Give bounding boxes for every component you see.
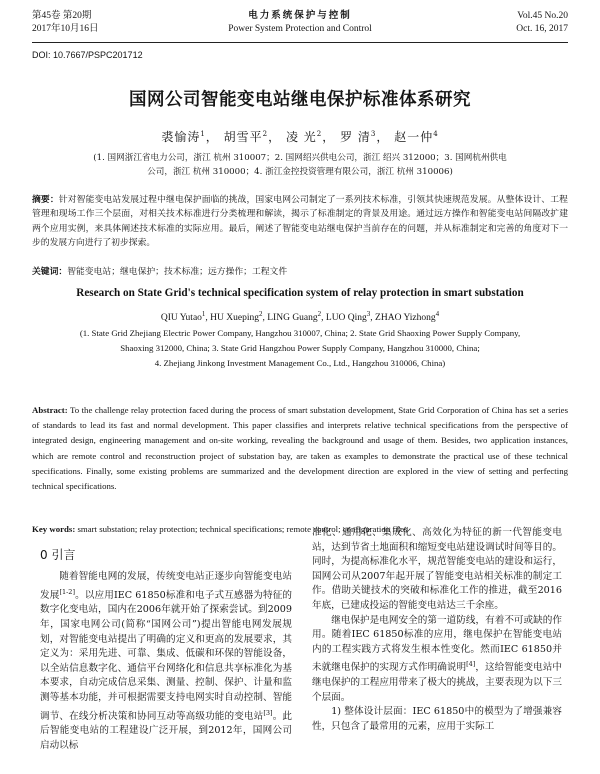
title-en: Research on State Grid's technical specification system of relay protection in smart substation [76, 287, 524, 299]
author-en: ZHAO Yizhong [375, 313, 436, 324]
author-cn: 凌 光 [285, 130, 317, 144]
header-date-cn: 2017年10月16日 [32, 24, 99, 34]
header-date-en: Oct. 16, 2017 [516, 24, 568, 34]
body-paragraph: 准化、通用化、集成化、高效化为特征的新一代智能变电站，达到节省土地面积和缩短变电站建设调试时间等目的。同时，为提高标准化水平，规范智能变电站的建设和运行，国网公司从2007年起开展了智能变电站相关标准的制定工作。借助关键技术的突破和标准化工作的推进，截至2016年底，已建成投运的智能变电站达三千余座。 [312, 527, 562, 611]
keywords-en-label: Key words: [32, 524, 76, 534]
body-column-right [312, 526, 562, 735]
header-center [152, 10, 448, 36]
title-cn: 国网公司智能变电站继电保护标准体系研究 [129, 90, 471, 110]
affiliations-en [60, 326, 540, 372]
author-cn: 裘愉涛 [161, 130, 201, 144]
abstract-en [32, 403, 568, 494]
author-cn: 胡雪平 [223, 130, 263, 144]
header-rule [32, 42, 568, 43]
author-en: LUO Qing [325, 313, 367, 324]
affiliation-line: Shaoxing 312000, China; 3. State Grid Hangzhou Power Supply Company, Hangzhou 310000, China; [120, 343, 480, 354]
author-en: QIU Yutao [160, 313, 202, 324]
header-right [516, 10, 568, 36]
header-volume-cn: 第45卷 第20期 [32, 11, 92, 21]
abstract-en-label: Abstract: [32, 405, 68, 415]
body-paragraph: 1) 整体设计层面：IEC 61850中的模型为了增强兼容性，只包含了最常用的元素，应用于实际工 [312, 706, 562, 732]
body-paragraph: 继电保护是电网安全的第一道防线，有着不可或缺的作用。随着IEC 61850标准的应用，继电保护在智能变电站内的工程实践方式将发生根本性变化。然而IEC 61850并未就继电保护的实现方式作明确说明[4]，这给智能变电站中继电保护的工程应用带来了极大的挑战，主要表现为以下三个层面。 [312, 614, 563, 703]
author-cn: 罗 清 [340, 130, 371, 144]
header-journal-cn: 电力系统保护与控制 [248, 11, 352, 21]
affiliations-cn: (1. 国网浙江省电力公司，浙江 杭州 310007；2. 国网绍兴供电公司，浙江 绍兴 312000；3. 国网杭州供电公司，浙江 杭州 310000；4. 浙江金控投资管理有限公司，浙江 杭州 310006) [93, 153, 507, 177]
abstract-cn [32, 193, 568, 251]
header-journal-en: Power System Protection and Control [228, 24, 372, 34]
authors-cn: 裘愉涛$^1$， 胡雪平$^2$， 凌 光$^2$， 罗 清$^3$， 赵一仲$^4$ [161, 130, 439, 144]
header-left [32, 10, 99, 36]
body-paragraph: 随着智能电网的发展，传统变电站正逐步向智能变电站发展[1-2]。以应用IEC 61850标准和电子式互感器为特征的数字化变电站，国内在2006年就开始了探索尝试。到2009年，国家电网公司(简称“国网公司”)提出智能电网发展规划，对智能变电站提出了明确的定义和更高的发展要求，其定义为：采用先进、可靠、集成、低碳和环保的智能设备，以全站信息数字化、通信平台网络化和信息共享标准化为基本要求，自动完成信息采集、测量、控制、保护、计量和监测等基本功能，并可根据需要支持电网实时自动控制、智能调节、在线分析决策和协同互动等高级功能的变电站[3]。此后智能变电站的工程建设广泛开展，到2012年，国网公司启动以标 [40, 571, 293, 751]
authors-en: QIU Yutao$^1$, HU Xueping$^2$, LING Guang$^2$, LUO Qing$^3$, ZHAO Yizhong$^4$ [160, 310, 440, 324]
author-en: LING Guang [267, 313, 318, 324]
keywords-cn-text: 智能变电站；继电保护；技术标准；远方操作；工程文件 [67, 267, 288, 277]
abstract-cn-label: 摘要： [32, 195, 59, 205]
author-en: HU Xueping [210, 313, 259, 324]
citation: [3] [263, 708, 273, 717]
section-heading: 0 引言 [40, 548, 76, 562]
keywords-en-text: smart substation; relay protection; technical specifications; remote control; configuration files [77, 524, 408, 534]
author-cn: 赵一仲 [394, 130, 434, 144]
citation: [4] [466, 660, 476, 669]
citation: [1-2] [59, 587, 75, 596]
body-column-left [40, 570, 292, 754]
running-header [32, 10, 568, 46]
affiliation-line: (1. State Grid Zhejiang Electric Power Company, Hangzhou 310007, China; 2. State Grid Shaoxing Power Supply Company, [79, 328, 521, 338]
keywords-cn [32, 265, 568, 279]
doi: DOI: 10.7667/PSPC201712 [32, 50, 143, 60]
affiliation-line: 4. Zhejiang Jinkong Investment Management Co., Ltd., Hangzhou 310006, China) [154, 358, 446, 369]
header-volume-en: Vol.45 No.20 [517, 11, 568, 21]
abstract-en-text: To the challenge relay protection faced during the process of smart substation development, State Grid Corporation of China has set a series of standards to lead its fast and normal development. This paper classifies and interprets relative technical specifications from the perspective of integrated design, engineering management and on-site working, revealing the background and usage of them. Besides, two application instances, which are remote control and reconstruction project of substation bay, are taken as examples to demonstrate the practical use of these technical specifications. Finally, some existing problems are summarized and the development direction are explored in the view of setting and perfecting technical specifications. [32, 405, 568, 492]
abstract-cn-text: 针对智能变电站发展过程中继电保护面临的挑战，国家电网公司制定了一系列技术标准，引领其快速规范发展。从整体设计、工程管理和现场工作三个层面，对相关技术标准进行分类梳理和解读，揭示了标准制定的背景及用途。通过远方操作和智能变电站间隔改扩建两个应用实例，来具体阐述技术标准的实际应用。最后，阐述了智能变电站继电保护当前存在的问题，并从标准制定和完善的角度对下一步的发展方向进行了初步探索。 [32, 195, 568, 249]
keywords-cn-label: 关键词： [32, 267, 68, 277]
